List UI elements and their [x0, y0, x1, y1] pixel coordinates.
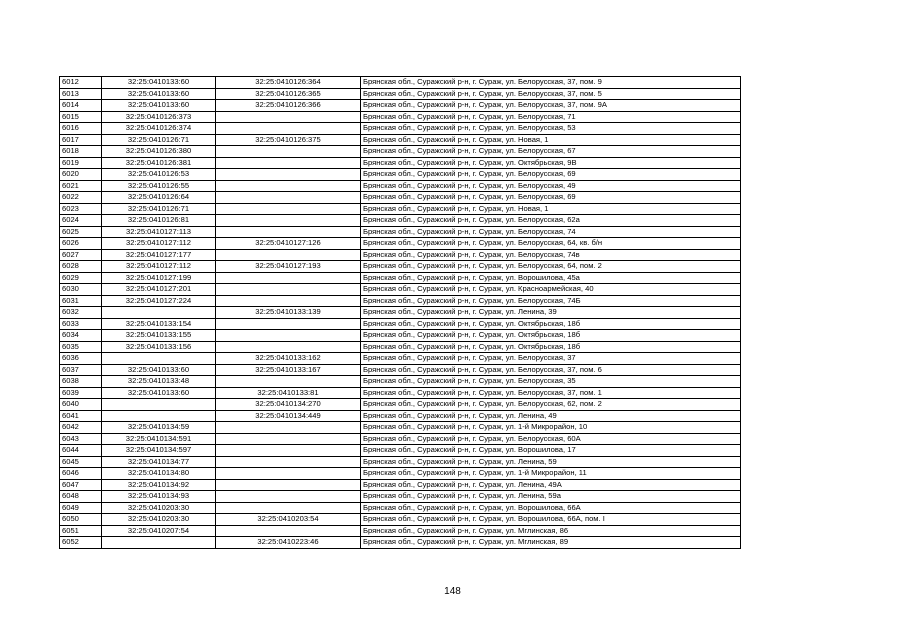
land-cadastral-cell: [102, 410, 216, 422]
address-cell: Брянская обл., Суражский р-н, г. Сураж, ул. Ворошилова, 45а: [361, 272, 741, 284]
address-cell: Брянская обл., Суражский р-н, г. Сураж, ул. Ворошилова, 17: [361, 445, 741, 457]
table-row: [60, 422, 741, 434]
table-row: [60, 341, 741, 353]
table-row: [60, 192, 741, 204]
row-number-cell: 6026: [60, 238, 102, 250]
address-cell: Брянская обл., Суражский р-н, г. Сураж, ул. Белорусская, 64, кв. б/н: [361, 238, 741, 250]
building-cadastral-cell: [216, 525, 361, 537]
land-cadastral-cell: 32:25:0410203:30: [102, 514, 216, 526]
land-cadastral-cell: 32:25:0410127:112: [102, 261, 216, 273]
address-cell: Брянская обл., Суражский р-н, г. Сураж, ул. Октябрьская, 18б: [361, 330, 741, 342]
address-cell: Брянская обл., Суражский р-н, г. Сураж, ул. Октябрьская, 18б: [361, 318, 741, 330]
row-number-cell: 6027: [60, 249, 102, 261]
building-cadastral-cell: [216, 330, 361, 342]
row-number-cell: 6019: [60, 157, 102, 169]
building-cadastral-cell: 32:25:0410134:449: [216, 410, 361, 422]
land-cadastral-cell: 32:25:0410133:60: [102, 364, 216, 376]
page-number: 148: [444, 586, 461, 597]
row-number-cell: 6023: [60, 203, 102, 215]
address-cell: Брянская обл., Суражский р-н, г. Сураж, ул. Ленина, 59: [361, 456, 741, 468]
row-number-cell: 6017: [60, 134, 102, 146]
table-row: [60, 295, 741, 307]
row-number-cell: 6020: [60, 169, 102, 181]
land-cadastral-cell: 32:25:0410134:597: [102, 445, 216, 457]
table-row: [60, 238, 741, 250]
table-row: [60, 525, 741, 537]
address-cell: Брянская обл., Суражский р-н, г. Сураж, ул. Белорусская, 62, пом. 2: [361, 399, 741, 411]
land-cadastral-cell: [102, 307, 216, 319]
address-cell: Брянская обл., Суражский р-н, г. Сураж, ул. Белорусская, 37, пом. 9: [361, 77, 741, 89]
row-number-cell: 6042: [60, 422, 102, 434]
address-cell: Брянская обл., Суражский р-н, г. Сураж, ул. Белорусская, 64, пом. 2: [361, 261, 741, 273]
row-number-cell: 6032: [60, 307, 102, 319]
table-row: [60, 514, 741, 526]
land-cadastral-cell: 32:25:0410126:374: [102, 123, 216, 135]
table-row: [60, 410, 741, 422]
land-cadastral-cell: 32:25:0410127:199: [102, 272, 216, 284]
row-number-cell: 6047: [60, 479, 102, 491]
table-row: [60, 134, 741, 146]
address-cell: Брянская обл., Суражский р-н, г. Сураж, ул. Октябрьская, 18б: [361, 341, 741, 353]
row-number-cell: 6014: [60, 100, 102, 112]
address-cell: Брянская обл., Суражский р-н, г. Сураж, ул. Новая, 1: [361, 134, 741, 146]
land-cadastral-cell: 32:25:0410133:60: [102, 77, 216, 89]
address-cell: Брянская обл., Суражский р-н, г. Сураж, ул. Ворошилова, 66А, пом. I: [361, 514, 741, 526]
address-cell: Брянская обл., Суражский р-н, г. Сураж, ул. Белорусская, 67: [361, 146, 741, 158]
table-row: [60, 100, 741, 112]
row-number-cell: 6024: [60, 215, 102, 227]
table-row: [60, 249, 741, 261]
address-cell: Брянская обл., Суражский р-н, г. Сураж, ул. Белорусская, 37, пом. 1: [361, 387, 741, 399]
row-number-cell: 6039: [60, 387, 102, 399]
table-row: [60, 318, 741, 330]
table-row: [60, 353, 741, 365]
row-number-cell: 6046: [60, 468, 102, 480]
table-row: [60, 307, 741, 319]
table-row: [60, 445, 741, 457]
row-number-cell: 6050: [60, 514, 102, 526]
land-cadastral-cell: [102, 353, 216, 365]
land-cadastral-cell: 32:25:0410133:60: [102, 88, 216, 100]
land-cadastral-cell: 32:25:0410126:81: [102, 215, 216, 227]
land-cadastral-cell: 32:25:0410126:55: [102, 180, 216, 192]
table-row: [60, 387, 741, 399]
land-cadastral-cell: 32:25:0410126:380: [102, 146, 216, 158]
table-row: [60, 468, 741, 480]
row-number-cell: 6022: [60, 192, 102, 204]
table-row: [60, 261, 741, 273]
address-cell: Брянская обл., Суражский р-н, г. Сураж, ул. Белорусская, 53: [361, 123, 741, 135]
building-cadastral-cell: 32:25:0410133:162: [216, 353, 361, 365]
row-number-cell: 6043: [60, 433, 102, 445]
row-number-cell: 6034: [60, 330, 102, 342]
building-cadastral-cell: [216, 215, 361, 227]
registry-body: [60, 77, 741, 549]
table-row: [60, 399, 741, 411]
table-row: [60, 180, 741, 192]
address-cell: Брянская обл., Суражский р-н, г. Сураж, ул. Белорусская, 74: [361, 226, 741, 238]
building-cadastral-cell: [216, 203, 361, 215]
land-cadastral-cell: 32:25:0410134:77: [102, 456, 216, 468]
row-number-cell: 6049: [60, 502, 102, 514]
building-cadastral-cell: 32:25:0410127:193: [216, 261, 361, 273]
land-cadastral-cell: 32:25:0410126:71: [102, 134, 216, 146]
land-cadastral-cell: 32:25:0410126:373: [102, 111, 216, 123]
row-number-cell: 6012: [60, 77, 102, 89]
building-cadastral-cell: [216, 376, 361, 388]
table-row: [60, 111, 741, 123]
land-cadastral-cell: 32:25:0410127:113: [102, 226, 216, 238]
table-row: [60, 272, 741, 284]
registry-table: [59, 76, 741, 549]
address-cell: Брянская обл., Суражский р-н, г. Сураж, ул. Белорусская, 62а: [361, 215, 741, 227]
land-cadastral-cell: 32:25:0410134:93: [102, 491, 216, 503]
row-number-cell: 6030: [60, 284, 102, 296]
land-cadastral-cell: 32:25:0410133:60: [102, 100, 216, 112]
row-number-cell: 6036: [60, 353, 102, 365]
row-number-cell: 6037: [60, 364, 102, 376]
row-number-cell: 6018: [60, 146, 102, 158]
building-cadastral-cell: [216, 157, 361, 169]
land-cadastral-cell: [102, 399, 216, 411]
row-number-cell: 6048: [60, 491, 102, 503]
building-cadastral-cell: [216, 422, 361, 434]
row-number-cell: 6029: [60, 272, 102, 284]
address-cell: Брянская обл., Суражский р-н, г. Сураж, ул. Белорусская, 37, пом. 9А: [361, 100, 741, 112]
row-number-cell: 6052: [60, 537, 102, 549]
table-row: [60, 330, 741, 342]
building-cadastral-cell: 32:25:0410126:366: [216, 100, 361, 112]
land-cadastral-cell: 32:25:0410127:201: [102, 284, 216, 296]
land-cadastral-cell: 32:25:0410127:224: [102, 295, 216, 307]
row-number-cell: 6044: [60, 445, 102, 457]
table-row: [60, 537, 741, 549]
address-cell: Брянская обл., Суражский р-н, г. Сураж, ул. Ленина, 49А: [361, 479, 741, 491]
building-cadastral-cell: [216, 318, 361, 330]
address-cell: Брянская обл., Суражский р-н, г. Сураж, ул. Белорусская, 74Б: [361, 295, 741, 307]
address-cell: Брянская обл., Суражский р-н, г. Сураж, ул. Мглинская, 86: [361, 525, 741, 537]
building-cadastral-cell: [216, 491, 361, 503]
address-cell: Брянская обл., Суражский р-н, г. Сураж, ул. Красноармейская, 40: [361, 284, 741, 296]
building-cadastral-cell: [216, 479, 361, 491]
address-cell: Брянская обл., Суражский р-н, г. Сураж, ул. Белорусская, 37, пом. 6: [361, 364, 741, 376]
address-cell: Брянская обл., Суражский р-н, г. Сураж, ул. Ленина, 49: [361, 410, 741, 422]
table-row: [60, 376, 741, 388]
table-row: [60, 215, 741, 227]
row-number-cell: 6016: [60, 123, 102, 135]
land-cadastral-cell: 32:25:0410134:591: [102, 433, 216, 445]
building-cadastral-cell: 32:25:0410223:46: [216, 537, 361, 549]
building-cadastral-cell: [216, 284, 361, 296]
building-cadastral-cell: [216, 146, 361, 158]
row-number-cell: 6051: [60, 525, 102, 537]
address-cell: Брянская обл., Суражский р-н, г. Сураж, ул. 1-й Микрорайон, 11: [361, 468, 741, 480]
building-cadastral-cell: 32:25:0410134:270: [216, 399, 361, 411]
table-row: [60, 146, 741, 158]
building-cadastral-cell: [216, 445, 361, 457]
building-cadastral-cell: 32:25:0410126:364: [216, 77, 361, 89]
row-number-cell: 6013: [60, 88, 102, 100]
row-number-cell: 6031: [60, 295, 102, 307]
land-cadastral-cell: 32:25:0410203:30: [102, 502, 216, 514]
table-row: [60, 479, 741, 491]
land-cadastral-cell: 32:25:0410127:177: [102, 249, 216, 261]
row-number-cell: 6041: [60, 410, 102, 422]
row-number-cell: 6035: [60, 341, 102, 353]
land-cadastral-cell: 32:25:0410134:59: [102, 422, 216, 434]
table-row: [60, 203, 741, 215]
table-row: [60, 157, 741, 169]
row-number-cell: 6040: [60, 399, 102, 411]
building-cadastral-cell: 32:25:0410133:167: [216, 364, 361, 376]
building-cadastral-cell: [216, 272, 361, 284]
land-cadastral-cell: 32:25:0410133:155: [102, 330, 216, 342]
building-cadastral-cell: [216, 226, 361, 238]
table-row: [60, 88, 741, 100]
building-cadastral-cell: [216, 502, 361, 514]
table-row: [60, 123, 741, 135]
building-cadastral-cell: [216, 456, 361, 468]
land-cadastral-cell: 32:25:0410126:64: [102, 192, 216, 204]
address-cell: Брянская обл., Суражский р-н, г. Сураж, ул. Ворошилова, 66А: [361, 502, 741, 514]
address-cell: Брянская обл., Суражский р-н, г. Сураж, ул. Белорусская, 60А: [361, 433, 741, 445]
land-cadastral-cell: 32:25:0410133:48: [102, 376, 216, 388]
address-cell: Брянская обл., Суражский р-н, г. Сураж, ул. Новая, 1: [361, 203, 741, 215]
address-cell: Брянская обл., Суражский р-н, г. Сураж, ул. Мглинская, 89: [361, 537, 741, 549]
row-number-cell: 6021: [60, 180, 102, 192]
address-cell: Брянская обл., Суражский р-н, г. Сураж, ул. Октябрьская, 9В: [361, 157, 741, 169]
address-cell: Брянская обл., Суражский р-н, г. Сураж, ул. Белорусская, 49: [361, 180, 741, 192]
land-cadastral-cell: 32:25:0410134:92: [102, 479, 216, 491]
row-number-cell: 6033: [60, 318, 102, 330]
address-cell: Брянская обл., Суражский р-н, г. Сураж, ул. Ленина, 39: [361, 307, 741, 319]
row-number-cell: 6025: [60, 226, 102, 238]
row-number-cell: 6028: [60, 261, 102, 273]
building-cadastral-cell: [216, 433, 361, 445]
table-row: [60, 284, 741, 296]
building-cadastral-cell: [216, 123, 361, 135]
land-cadastral-cell: 32:25:0410126:71: [102, 203, 216, 215]
building-cadastral-cell: [216, 249, 361, 261]
table-row: [60, 456, 741, 468]
building-cadastral-cell: 32:25:0410127:126: [216, 238, 361, 250]
building-cadastral-cell: [216, 111, 361, 123]
building-cadastral-cell: 32:25:0410133:81: [216, 387, 361, 399]
building-cadastral-cell: [216, 180, 361, 192]
address-cell: Брянская обл., Суражский р-н, г. Сураж, ул. Белорусская, 37: [361, 353, 741, 365]
land-cadastral-cell: [102, 537, 216, 549]
address-cell: Брянская обл., Суражский р-н, г. Сураж, ул. Белорусская, 69: [361, 192, 741, 204]
address-cell: Брянская обл., Суражский р-н, г. Сураж, ул. Белорусская, 74в: [361, 249, 741, 261]
land-cadastral-cell: 32:25:0410133:154: [102, 318, 216, 330]
building-cadastral-cell: 32:25:0410133:139: [216, 307, 361, 319]
table-row: [60, 491, 741, 503]
address-cell: Брянская обл., Суражский р-н, г. Сураж, ул. 1-й Микрорайон, 10: [361, 422, 741, 434]
land-cadastral-cell: 32:25:0410134:80: [102, 468, 216, 480]
land-cadastral-cell: 32:25:0410126:53: [102, 169, 216, 181]
building-cadastral-cell: [216, 169, 361, 181]
building-cadastral-cell: 32:25:0410126:365: [216, 88, 361, 100]
address-cell: Брянская обл., Суражский р-н, г. Сураж, ул. Белорусская, 69: [361, 169, 741, 181]
table-row: [60, 77, 741, 89]
table-row: [60, 502, 741, 514]
land-cadastral-cell: 32:25:0410133:156: [102, 341, 216, 353]
table-row: [60, 364, 741, 376]
building-cadastral-cell: [216, 468, 361, 480]
address-cell: Брянская обл., Суражский р-н, г. Сураж, ул. Белорусская, 35: [361, 376, 741, 388]
building-cadastral-cell: [216, 341, 361, 353]
building-cadastral-cell: 32:25:0410203:54: [216, 514, 361, 526]
address-cell: Брянская обл., Суражский р-н, г. Сураж, ул. Белорусская, 37, пом. 5: [361, 88, 741, 100]
land-cadastral-cell: 32:25:0410207:54: [102, 525, 216, 537]
row-number-cell: 6015: [60, 111, 102, 123]
table-row: [60, 226, 741, 238]
table-row: [60, 169, 741, 181]
building-cadastral-cell: [216, 295, 361, 307]
land-cadastral-cell: 32:25:0410133:60: [102, 387, 216, 399]
table-row: [60, 433, 741, 445]
address-cell: Брянская обл., Суражский р-н, г. Сураж, ул. Ленина, 59а: [361, 491, 741, 503]
land-cadastral-cell: 32:25:0410127:112: [102, 238, 216, 250]
address-cell: Брянская обл., Суражский р-н, г. Сураж, ул. Белорусская, 71: [361, 111, 741, 123]
land-cadastral-cell: 32:25:0410126:381: [102, 157, 216, 169]
row-number-cell: 6038: [60, 376, 102, 388]
row-number-cell: 6045: [60, 456, 102, 468]
building-cadastral-cell: [216, 192, 361, 204]
building-cadastral-cell: 32:25:0410126:375: [216, 134, 361, 146]
